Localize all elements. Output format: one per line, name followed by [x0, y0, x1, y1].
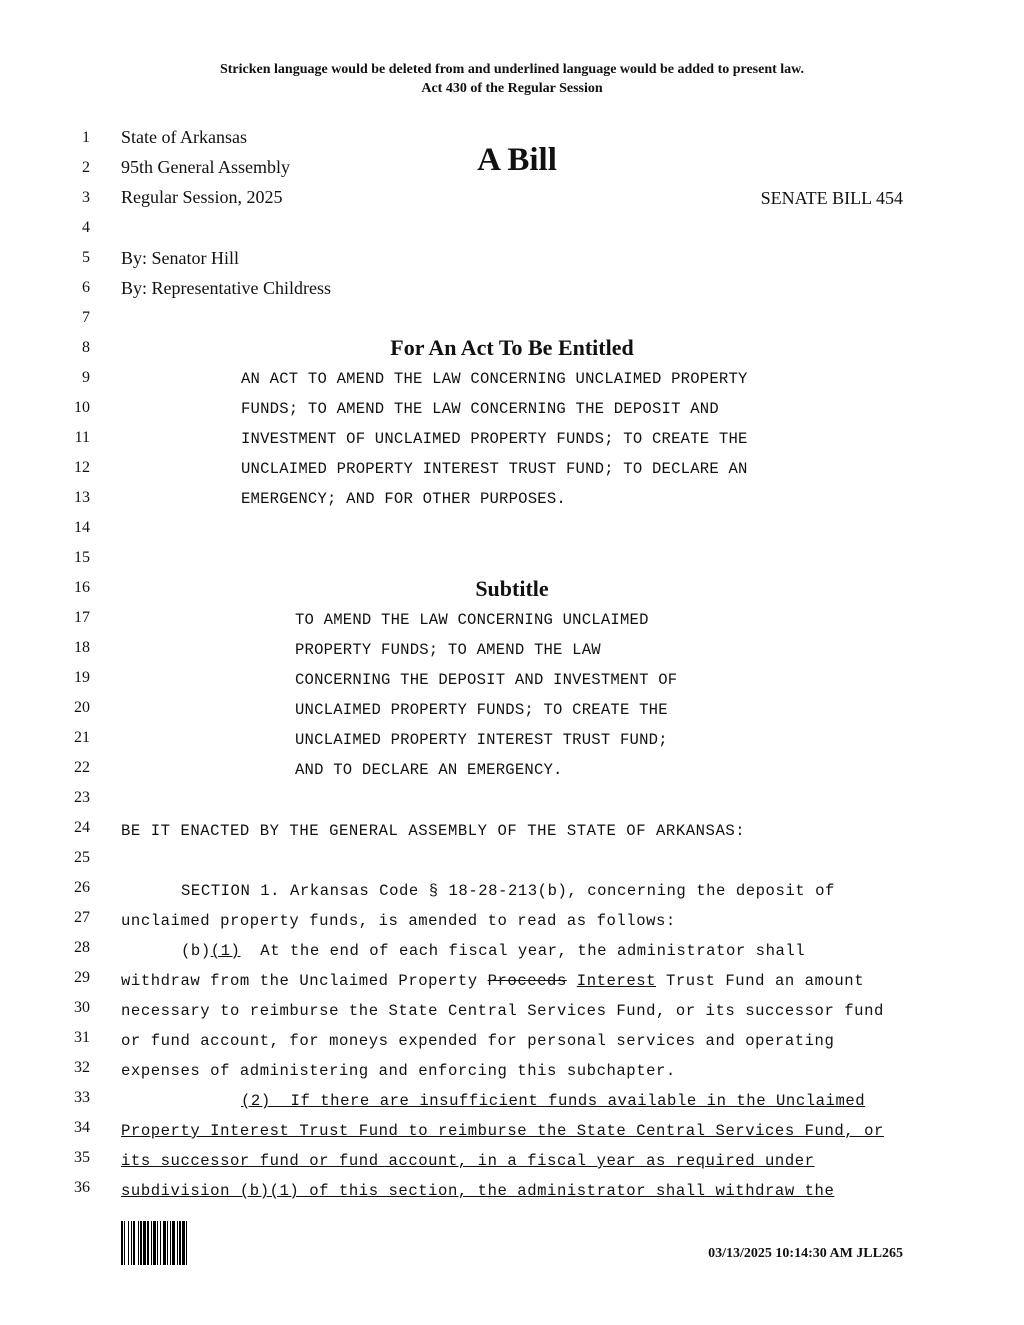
- line-number: 28: [74, 939, 90, 956]
- subtitle-line: UNCLAIMED PROPERTY INTEREST TRUST FUND;: [295, 731, 668, 749]
- sponsor-senator: By: Senator Hill: [121, 248, 239, 268]
- body-line: [121, 972, 864, 990]
- barcode-bar: [143, 1221, 146, 1265]
- inserted-line: its successor fund or fund account, in a fiscal year as required under: [121, 1152, 815, 1170]
- line-number: 26: [74, 879, 90, 896]
- act-number: Act 430 of the Regular Session: [421, 81, 603, 96]
- line-number: 13: [74, 489, 90, 506]
- subtitle-line: AND TO DECLARE AN EMERGENCY.: [295, 761, 563, 779]
- subtitle-line: UNCLAIMED PROPERTY FUNDS; TO CREATE THE: [295, 701, 668, 719]
- subtitle-line: TO AMEND THE LAW CONCERNING UNCLAIMED: [295, 611, 649, 629]
- line-number: 29: [74, 969, 90, 986]
- barcode-bar: [151, 1221, 152, 1265]
- line-number: 25: [74, 849, 90, 866]
- text-run: Trust Fund an amount: [656, 972, 865, 990]
- line-number: 31: [74, 1029, 90, 1046]
- barcode-bar: [163, 1221, 166, 1265]
- line-number: 33: [74, 1089, 90, 1106]
- barcode-bar: [160, 1221, 161, 1265]
- line-number: 8: [82, 339, 90, 356]
- subtitle-line: PROPERTY FUNDS; TO AMEND THE LAW: [295, 641, 601, 659]
- line-number: 2: [82, 159, 90, 176]
- inserted-line: (2) If there are insufficient funds available in the Unclaimed: [241, 1092, 866, 1110]
- line-number: 16: [74, 579, 90, 596]
- barcode-bar: [138, 1221, 139, 1265]
- barcode-image: [121, 1221, 249, 1265]
- line-number: 36: [74, 1179, 90, 1196]
- line-number: 7: [82, 309, 90, 326]
- line-number: 23: [74, 789, 90, 806]
- amendment-notice: Stricken language would be deleted from and underlined language would be added to present law.: [219, 62, 805, 77]
- line-number: 11: [74, 429, 90, 446]
- line-number: 32: [74, 1059, 90, 1076]
- line-number: 5: [82, 249, 90, 266]
- barcode-bar: [179, 1221, 181, 1265]
- barcode-bar: [170, 1221, 171, 1265]
- entitled-line: UNCLAIMED PROPERTY INTEREST TRUST FUND; TO DECLARE AN: [241, 460, 748, 478]
- line-number: 19: [74, 669, 90, 686]
- line-number: 30: [74, 999, 90, 1016]
- state-name: State of Arkansas: [121, 127, 247, 147]
- document-timestamp: 03/13/2025 10:14:30 AM JLL265: [708, 1246, 903, 1261]
- entitled-line: EMERGENCY; AND FOR OTHER PURPOSES.: [241, 490, 566, 508]
- inserted-line: subdivision (b)(1) of this section, the administrator shall withdraw the: [121, 1182, 835, 1200]
- barcode-bar: [167, 1221, 168, 1265]
- line-number: 18: [74, 639, 90, 656]
- barcode-bar: [177, 1221, 178, 1265]
- bill-number: SENATE BILL 454: [760, 188, 903, 208]
- barcode-bar: [182, 1221, 185, 1265]
- text-run: withdraw from the Unclaimed Property: [121, 972, 488, 990]
- barcode-bar: [121, 1221, 123, 1265]
- section-heading: SECTION 1. Arkansas Code § 18-28-213(b), concerning the deposit of: [181, 882, 835, 900]
- line-number: 4: [82, 219, 90, 236]
- barcode-bar: [147, 1221, 149, 1265]
- line-number: 15: [74, 549, 90, 566]
- barcode-bar: [172, 1221, 175, 1265]
- line-number: 12: [74, 459, 90, 476]
- barcode-bar: [124, 1221, 125, 1265]
- barcode-bar: [131, 1221, 132, 1265]
- line-number: 35: [74, 1149, 90, 1166]
- barcode-bar: [140, 1221, 142, 1265]
- inserted-text: (1): [210, 942, 241, 960]
- line-number: 1: [82, 129, 90, 146]
- line-number: 24: [74, 819, 90, 836]
- body-line: unclaimed property funds, is amended to read as follows:: [121, 912, 676, 930]
- inserted-line: Property Interest Trust Fund to reimburse the State Central Services Fund, or: [121, 1122, 884, 1140]
- sponsor-representative: By: Representative Childress: [121, 278, 331, 298]
- subtitle-heading: Subtitle: [475, 576, 549, 601]
- line-number: 20: [74, 699, 90, 716]
- line-number: 21: [74, 729, 90, 746]
- body-line: necessary to reimburse the State Central Services Fund, or its successor fund: [121, 1002, 884, 1020]
- body-line: [181, 942, 805, 960]
- line-number: 34: [74, 1119, 90, 1136]
- line-number: 10: [74, 399, 90, 416]
- entitled-line: AN ACT TO AMEND THE LAW CONCERNING UNCLAIMED PROPERTY: [241, 370, 748, 388]
- general-assembly: 95th General Assembly: [121, 157, 290, 177]
- line-number: 3: [82, 189, 90, 206]
- entitled-line: INVESTMENT OF UNCLAIMED PROPERTY FUNDS; TO CREATE THE: [241, 430, 748, 448]
- barcode-bar: [157, 1221, 158, 1265]
- line-number: 22: [74, 759, 90, 776]
- subtitle-line: CONCERNING THE DEPOSIT AND INVESTMENT OF: [295, 671, 678, 689]
- body-line: or fund account, for moneys expended for personal services and operating: [121, 1032, 835, 1050]
- line-number: 17: [74, 609, 90, 626]
- text-run: At the end of each fiscal year, the administrator shall: [240, 942, 806, 960]
- enacting-clause: BE IT ENACTED BY THE GENERAL ASSEMBLY OF THE STATE OF ARKANSAS:: [121, 822, 746, 840]
- stricken-text: Proceeds: [487, 972, 567, 990]
- text-run: (b): [181, 942, 211, 960]
- barcode-bar: [133, 1221, 135, 1265]
- line-number: 14: [74, 519, 90, 536]
- line-number: 27: [74, 909, 90, 926]
- inserted-text: Interest: [576, 972, 657, 990]
- entitled-heading: For An Act To Be Entitled: [390, 335, 634, 360]
- barcode-bar: [153, 1221, 156, 1265]
- session-name: Regular Session, 2025: [121, 187, 283, 207]
- line-number: 9: [82, 369, 90, 386]
- line-number: 6: [82, 279, 90, 296]
- entitled-line: FUNDS; TO AMEND THE LAW CONCERNING THE DEPOSIT AND: [241, 400, 719, 418]
- body-line: expenses of administering and enforcing this subchapter.: [121, 1062, 676, 1080]
- barcode-bar: [128, 1221, 129, 1265]
- text-run: [567, 972, 577, 990]
- bill-title: A Bill: [477, 142, 557, 178]
- barcode-bar: [186, 1221, 187, 1265]
